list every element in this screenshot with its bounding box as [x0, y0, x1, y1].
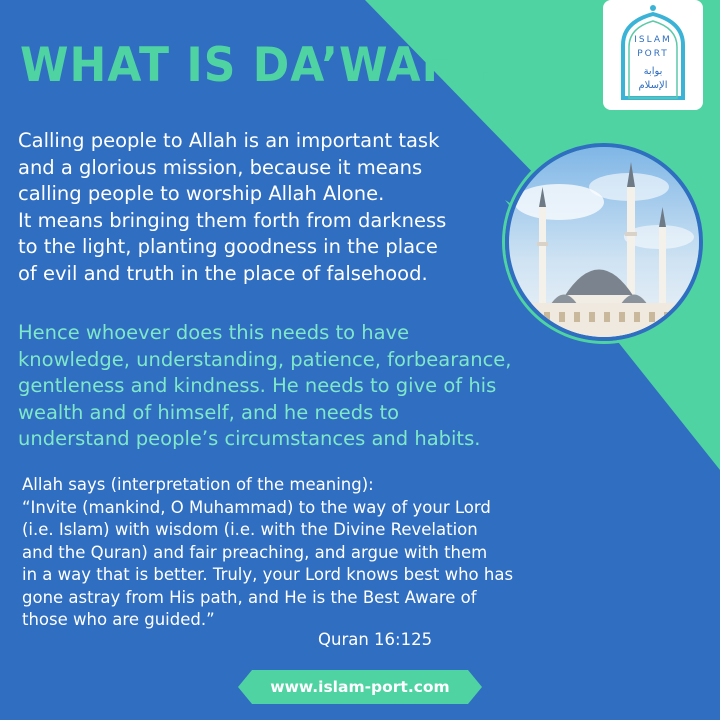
- requirements-line: Hence whoever does this needs to have: [18, 321, 410, 344]
- intro-line: It means bringing them forth from darkness: [18, 208, 447, 232]
- islam-port-logo: [603, 0, 703, 110]
- mosque-illustration: [509, 147, 699, 337]
- logo-arabic-line1: بوابة: [643, 66, 663, 77]
- quote-line: Allah says (interpretation of the meaning):: [22, 475, 374, 494]
- page-title: WHAT IS DA’WAH ?: [20, 38, 503, 94]
- quote-line: gone astray from His path, and He is the Best Aware of: [22, 587, 477, 607]
- requirements-line: wealth and of himself, and he needs to: [18, 400, 400, 424]
- logo-text-port: PORT: [637, 49, 669, 59]
- requirements-line: knowledge, understanding, patience, forbearance,: [18, 347, 512, 371]
- intro-line: Calling people to Allah is an important task: [18, 129, 440, 152]
- requirements-paragraph: [18, 320, 618, 453]
- website-link[interactable]: www.islam-port.com: [270, 678, 450, 696]
- intro-line: of evil and truth in the place of falsehood.: [18, 261, 428, 285]
- quote-line: in a way that is better. Truly, your Lord knows best who has: [22, 565, 514, 584]
- mosque-photo: [505, 143, 703, 341]
- quote-line: those who are guided.”: [22, 610, 215, 629]
- intro-paragraph: [18, 128, 513, 287]
- requirements-line: understand people’s circumstances and habits.: [18, 427, 481, 450]
- logo-text-islam: ISLAM: [634, 35, 672, 45]
- requirements-line: gentleness and kindness. He needs to give of his: [18, 374, 497, 397]
- intro-line: calling people to worship Allah Alone.: [18, 182, 385, 205]
- intro-line: to the light, planting goodness in the place: [18, 235, 438, 258]
- quote-paragraph: [22, 474, 542, 632]
- intro-line: and a glorious mission, because it means: [18, 155, 423, 179]
- quote-line: “Invite (mankind, O Muhammad) to the way of your Lord: [22, 497, 491, 517]
- quote-line: and the Quran) and fair preaching, and argue with them: [22, 542, 488, 562]
- quote-line: (i.e. Islam) with wisdom (i.e. with the Divine Revelation: [22, 520, 478, 539]
- quran-reference: Quran 16:125: [318, 630, 433, 649]
- logo-arabic-line2: الإسلام: [638, 80, 668, 91]
